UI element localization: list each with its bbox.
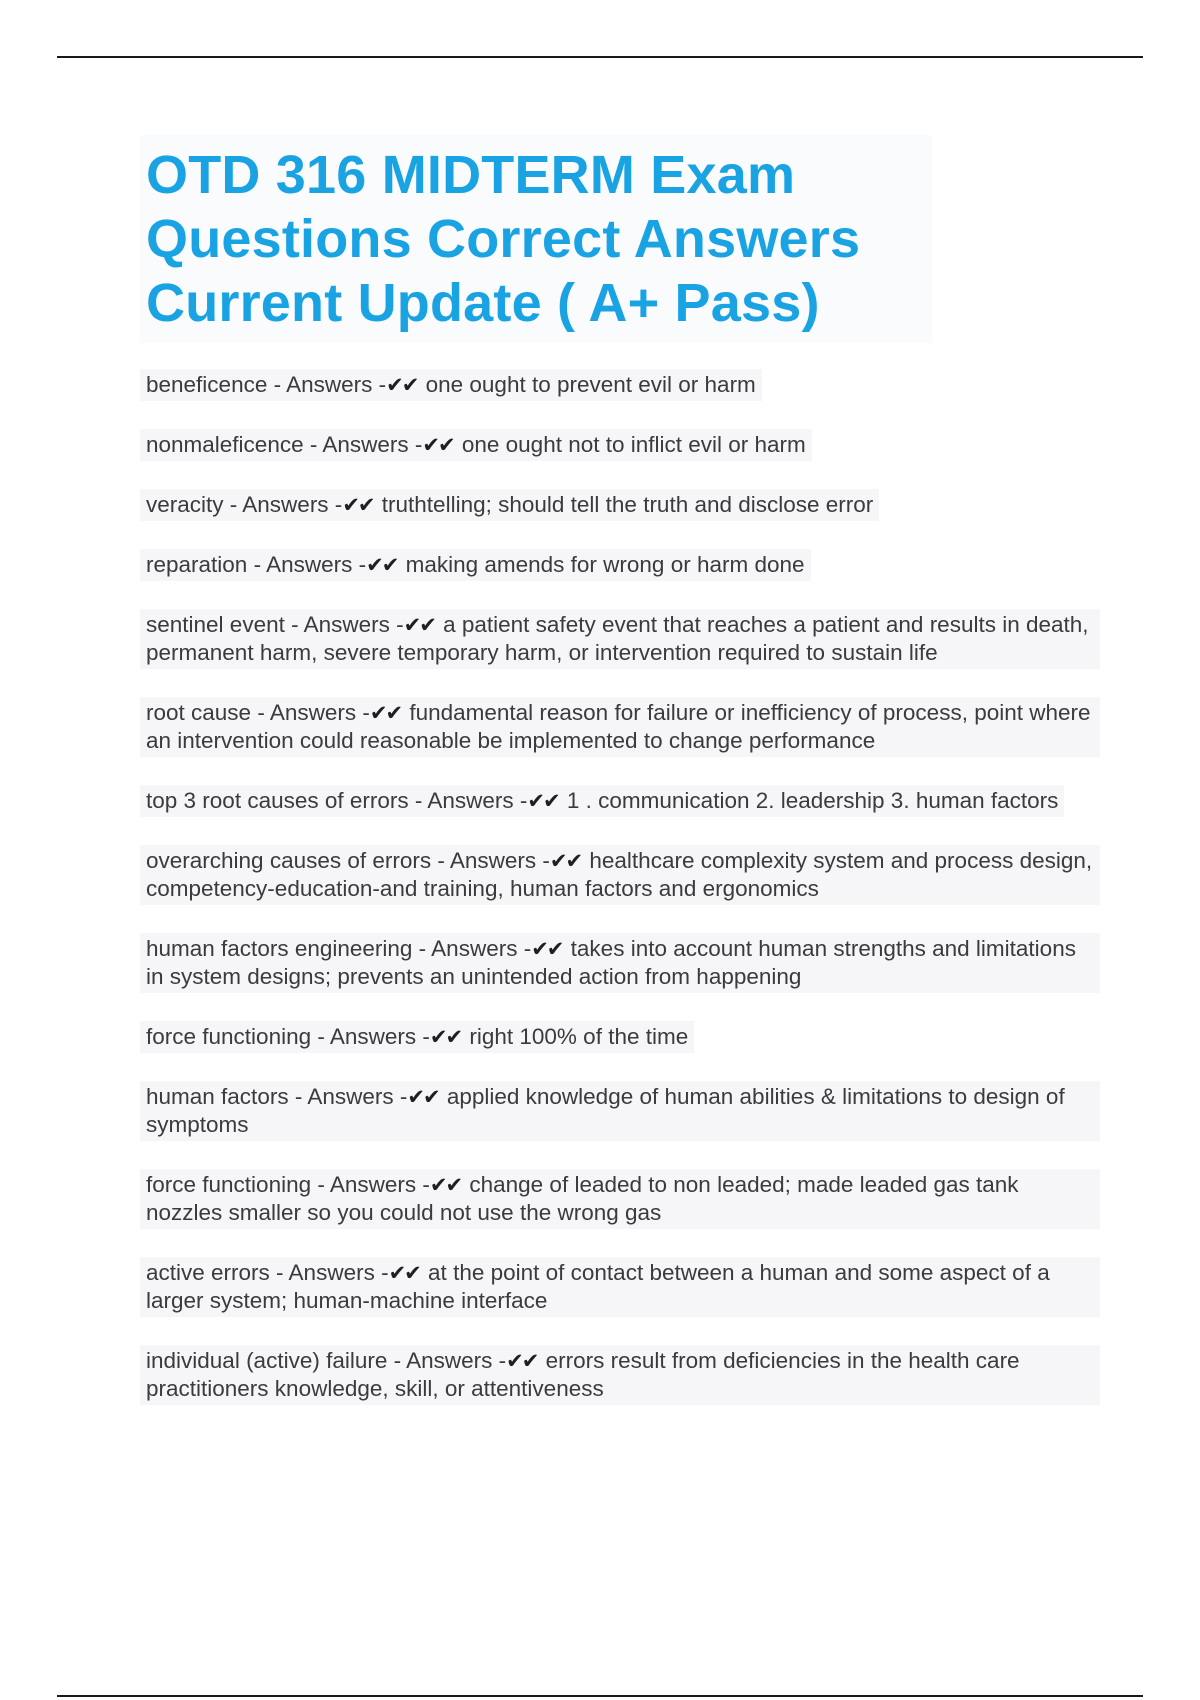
document-body — [140, 135, 1100, 1433]
qa-entry — [140, 489, 879, 521]
list-item — [140, 1257, 1100, 1345]
qa-entry — [140, 933, 1100, 993]
list-item — [140, 1081, 1100, 1169]
qa-separator: - Answers - — [251, 700, 370, 725]
qa-term: human factors engineering — [146, 936, 413, 961]
qa-answer: change of leaded to non leaded; made leaded gas tank nozzles smaller so you could not use the wrong gas — [146, 1172, 1019, 1225]
qa-answer: applied knowledge of human abilities & limitations to design of symptoms — [146, 1084, 1065, 1137]
check-mark-icon: ✔✔ — [506, 1349, 538, 1373]
qa-answer: one ought to prevent evil or harm — [425, 372, 756, 397]
qa-term: root cause — [146, 700, 252, 725]
qa-entry — [140, 1081, 1100, 1141]
qa-term: individual (active) failure — [146, 1348, 388, 1373]
qa-answer: a patient safety event that reaches a patient and results in death, permanent harm, severe temporary harm, or intervention required to sustain life — [146, 612, 1089, 665]
check-mark-icon: ✔✔ — [369, 701, 402, 725]
check-mark-icon: ✔✔ — [388, 1261, 420, 1285]
qa-term: force functioning — [146, 1172, 312, 1197]
list-item — [140, 489, 1100, 549]
qa-term: reparation — [146, 552, 248, 577]
list-item — [140, 845, 1100, 933]
qa-term: top 3 root causes of errors — [146, 788, 409, 813]
qa-answer: fundamental reason for failure or inefficiency of process, point where an intervention could reasonable be implemented to change performance — [146, 700, 1091, 753]
qa-answer: at the point of contact between a human and some aspect of a larger system; human-machine interface — [146, 1260, 1050, 1313]
qa-answer: one ought not to inflict evil or harm — [461, 432, 806, 457]
check-mark-icon: ✔✔ — [342, 493, 374, 517]
qa-separator: - Answers - — [303, 432, 423, 457]
qa-entry — [140, 1257, 1100, 1317]
qa-separator: - Answers - — [267, 372, 387, 397]
qa-entry — [140, 1021, 694, 1053]
check-mark-icon: ✔✔ — [429, 1173, 462, 1197]
check-mark-icon: ✔✔ — [407, 1085, 439, 1109]
document-title: OTD 316 MIDTERM Exam Questions Correct Answers Current Update ( A+ Pass) — [140, 135, 932, 343]
qa-term: overarching causes of errors — [146, 848, 432, 873]
list-item — [140, 697, 1100, 785]
qa-separator: - Answers - — [311, 1172, 430, 1197]
qa-separator: - Answers - — [223, 492, 343, 517]
qa-entry — [140, 369, 762, 401]
qa-entry — [140, 429, 812, 461]
qa-answer: 1 . communication 2. leadership 3. human factors — [566, 788, 1059, 813]
list-item — [140, 429, 1100, 489]
check-mark-icon: ✔✔ — [527, 789, 559, 813]
qa-separator: - Answers - — [269, 1260, 389, 1285]
qa-entry — [140, 609, 1100, 669]
qa-separator: - Answers - — [288, 1084, 408, 1109]
list-item — [140, 369, 1100, 429]
qa-separator: - Answers - — [431, 848, 550, 873]
qa-term: nonmaleficence — [146, 432, 304, 457]
qa-answer: right 100% of the time — [469, 1024, 689, 1049]
qa-separator: - Answers - — [408, 788, 528, 813]
list-item — [140, 785, 1100, 845]
qa-separator: - Answers - — [247, 552, 367, 577]
check-mark-icon: ✔✔ — [549, 849, 582, 873]
qa-answer: making amends for wrong or harm done — [405, 552, 805, 577]
check-mark-icon: ✔✔ — [429, 1025, 462, 1049]
top-rule — [57, 56, 1143, 58]
list-item — [140, 1021, 1100, 1081]
qa-separator: - Answers - — [412, 936, 532, 961]
qa-separator: - Answers - — [311, 1024, 430, 1049]
list-item — [140, 933, 1100, 1021]
check-mark-icon: ✔✔ — [531, 937, 563, 961]
qa-entry — [140, 1169, 1100, 1229]
list-item — [140, 549, 1100, 609]
qa-term: sentinel event — [146, 612, 285, 637]
list-item — [140, 1169, 1100, 1257]
qa-answer: errors result from deficiencies in the health care practitioners knowledge, skill, or attentiveness — [146, 1348, 1020, 1401]
qa-separator: - Answers - — [387, 1348, 507, 1373]
qa-answer: takes into account human strengths and limitations in system designs; prevents an unintended action from happening — [146, 936, 1076, 989]
qa-list — [140, 369, 1100, 1433]
list-item — [140, 1345, 1100, 1433]
qa-answer: healthcare complexity system and process design, competency-education-and training, human factors and ergonomics — [146, 848, 1093, 901]
qa-entry — [140, 845, 1100, 905]
qa-entry — [140, 697, 1100, 757]
qa-entry — [140, 549, 811, 581]
qa-term: veracity — [146, 492, 224, 517]
check-mark-icon: ✔✔ — [422, 433, 454, 457]
qa-term: beneficence — [146, 372, 268, 397]
qa-term: human factors — [146, 1084, 289, 1109]
qa-term: active errors — [146, 1260, 270, 1285]
check-mark-icon: ✔✔ — [386, 373, 418, 397]
check-mark-icon: ✔✔ — [403, 613, 435, 637]
qa-term: force functioning — [146, 1024, 312, 1049]
bottom-rule — [57, 1695, 1143, 1697]
qa-entry — [140, 785, 1064, 817]
qa-separator: - Answers - — [284, 612, 404, 637]
list-item — [140, 609, 1100, 697]
qa-answer: truthtelling; should tell the truth and disclose error — [381, 492, 874, 517]
check-mark-icon: ✔✔ — [366, 553, 398, 577]
qa-entry — [140, 1345, 1100, 1405]
